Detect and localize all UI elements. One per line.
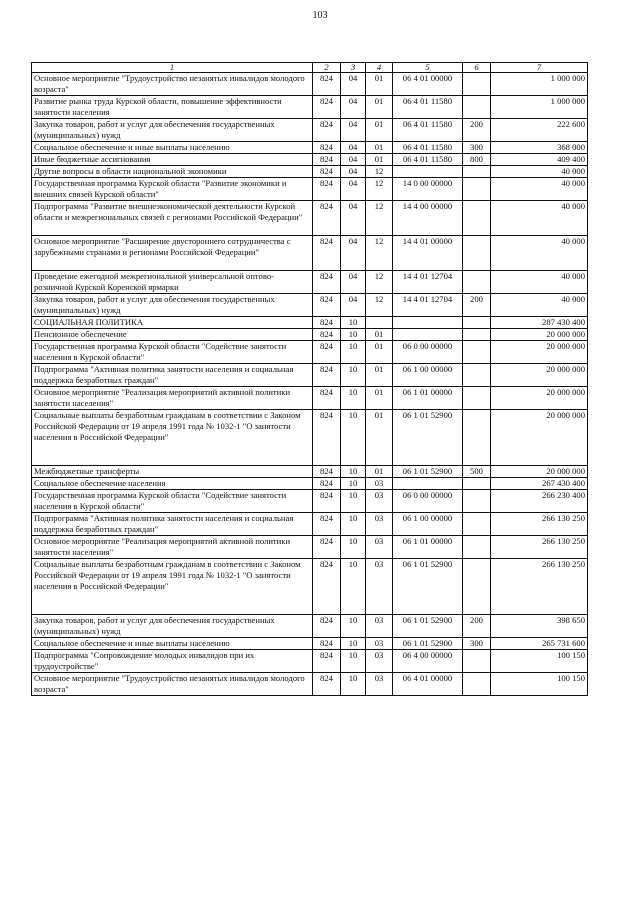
row-amount: 267 430 400 — [491, 478, 588, 490]
row-subsection-code: 01 — [366, 387, 393, 410]
row-expense-type — [463, 536, 491, 559]
row-subsection-code: 03 — [366, 559, 393, 615]
row-name: Пенсионное обеспечение — [32, 329, 313, 341]
table-row — [32, 96, 588, 119]
row-target-article: 06 1 00 00000 — [393, 513, 463, 536]
row-target-article — [393, 329, 463, 341]
table-row — [32, 166, 588, 178]
row-expense-type — [463, 410, 491, 466]
row-expense-type — [463, 271, 491, 294]
row-subsection-code: 03 — [366, 513, 393, 536]
row-section-code: 10 — [341, 650, 366, 673]
row-name: Социальные выплаты безработным гражданам в соответствии с Законом Российской Федерации от 19 апреля 1991 года № 1032-1 "О занятости населения в Российской Федерации" — [32, 559, 313, 615]
row-amount: 40 000 — [491, 201, 588, 236]
page-number: 103 — [312, 10, 328, 21]
row-name: Межбюджетные трансферты — [32, 466, 313, 478]
row-name: Подпрограмма "Сопровождение молодых инвалидов при их трудоустройстве" — [32, 650, 313, 673]
row-expense-type: 200 — [463, 119, 491, 142]
row-amount: 20 000 000 — [491, 387, 588, 410]
row-subsection-code: 03 — [366, 536, 393, 559]
row-name: Социальное обеспечение и иные выплаты населению — [32, 638, 313, 650]
row-ministry-code: 824 — [313, 364, 341, 387]
row-section-code: 10 — [341, 341, 366, 364]
row-ministry-code: 824 — [313, 119, 341, 142]
row-subsection-code: 01 — [366, 341, 393, 364]
row-amount: 222 600 — [491, 119, 588, 142]
row-section-code: 10 — [341, 466, 366, 478]
row-amount: 266 130 250 — [491, 536, 588, 559]
row-amount: 287 430 400 — [491, 317, 588, 329]
row-target-article: 06 4 01 11580 — [393, 119, 463, 142]
row-section-code: 10 — [341, 536, 366, 559]
row-expense-type — [463, 329, 491, 341]
table-row — [32, 490, 588, 513]
table-row — [32, 673, 588, 696]
row-subsection-code: 03 — [366, 615, 393, 638]
row-amount: 20 000 000 — [491, 341, 588, 364]
row-target-article: 06 0 00 00000 — [393, 341, 463, 364]
row-expense-type — [463, 178, 491, 201]
table-row — [32, 154, 588, 166]
row-section-code: 10 — [341, 559, 366, 615]
row-expense-type — [463, 364, 491, 387]
row-ministry-code: 824 — [313, 341, 341, 364]
row-amount: 40 000 — [491, 178, 588, 201]
table-row — [32, 201, 588, 236]
row-target-article: 06 4 01 11580 — [393, 96, 463, 119]
row-expense-type — [463, 478, 491, 490]
row-name: Закупка товаров, работ и услуг для обеспечения государственных (муниципальных) нужд — [32, 615, 313, 638]
row-subsection-code: 03 — [366, 638, 393, 650]
row-target-article: 06 1 01 00000 — [393, 387, 463, 410]
row-expense-type — [463, 317, 491, 329]
row-name: Государственная программа Курской области "Содействие занятости населения в Курской области" — [32, 490, 313, 513]
row-name: Основное мероприятие "Реализация мероприятий активной политики занятости населения" — [32, 536, 313, 559]
row-section-code: 04 — [341, 166, 366, 178]
row-expense-type: 500 — [463, 466, 491, 478]
table-row — [32, 615, 588, 638]
row-ministry-code: 824 — [313, 96, 341, 119]
row-target-article: 06 1 01 52900 — [393, 559, 463, 615]
row-expense-type — [463, 650, 491, 673]
row-name: Основное мероприятие "Трудоустройство незанятых инвалидов молодого возраста" — [32, 73, 313, 96]
row-target-article: 06 4 01 11580 — [393, 154, 463, 166]
table-row — [32, 317, 588, 329]
row-ministry-code: 824 — [313, 536, 341, 559]
row-amount: 409 400 — [491, 154, 588, 166]
table-row — [32, 178, 588, 201]
table-row — [32, 478, 588, 490]
row-ministry-code: 824 — [313, 166, 341, 178]
row-subsection-code: 12 — [366, 178, 393, 201]
table-row — [32, 387, 588, 410]
table-row — [32, 536, 588, 559]
row-section-code: 04 — [341, 96, 366, 119]
row-subsection-code: 12 — [366, 271, 393, 294]
header-cell: 1 — [32, 63, 313, 73]
row-expense-type — [463, 201, 491, 236]
row-name: СОЦИАЛЬНАЯ ПОЛИТИКА — [32, 317, 313, 329]
row-expense-type — [463, 73, 491, 96]
row-subsection-code: 12 — [366, 166, 393, 178]
row-section-code: 10 — [341, 387, 366, 410]
row-subsection-code: 01 — [366, 73, 393, 96]
row-ministry-code: 824 — [313, 615, 341, 638]
row-name: Основное мероприятие "Расширение двустороннего сотрудничества с зарубежными странами и регионами Российской Федерации" — [32, 236, 313, 271]
table-row — [32, 329, 588, 341]
row-target-article: 06 4 01 11580 — [393, 142, 463, 154]
table-body — [32, 73, 588, 696]
row-amount: 40 000 — [491, 166, 588, 178]
table-row — [32, 410, 588, 466]
row-target-article: 06 0 00 00000 — [393, 490, 463, 513]
row-name: Подпрограмма "Активная политика занятости населения и социальная поддержка безработных граждан" — [32, 513, 313, 536]
row-name: Развитие рынка труда Курской области, повышение эффективности занятости населения — [32, 96, 313, 119]
row-amount: 100 150 — [491, 650, 588, 673]
row-expense-type: 800 — [463, 154, 491, 166]
row-target-article: 06 1 00 00000 — [393, 364, 463, 387]
row-section-code: 10 — [341, 329, 366, 341]
row-ministry-code: 824 — [313, 513, 341, 536]
row-section-code: 10 — [341, 410, 366, 466]
row-amount: 20 000 000 — [491, 364, 588, 387]
table-row — [32, 466, 588, 478]
row-target-article: 14 4 01 12704 — [393, 294, 463, 317]
row-section-code: 10 — [341, 638, 366, 650]
table-row — [32, 119, 588, 142]
row-target-article: 06 1 01 52900 — [393, 615, 463, 638]
row-ministry-code: 824 — [313, 478, 341, 490]
row-target-article: 14 0 00 00000 — [393, 178, 463, 201]
row-subsection-code: 01 — [366, 142, 393, 154]
row-expense-type — [463, 341, 491, 364]
row-ministry-code: 824 — [313, 236, 341, 271]
row-amount: 368 000 — [491, 142, 588, 154]
row-ministry-code: 824 — [313, 154, 341, 166]
row-ministry-code: 824 — [313, 73, 341, 96]
row-expense-type: 300 — [463, 638, 491, 650]
row-name: Закупка товаров, работ и услуг для обеспечения государственных (муниципальных) нужд — [32, 119, 313, 142]
row-expense-type — [463, 96, 491, 119]
row-subsection-code: 03 — [366, 673, 393, 696]
row-ministry-code: 824 — [313, 638, 341, 650]
budget-table — [31, 62, 588, 696]
row-expense-type: 200 — [463, 615, 491, 638]
row-name: Иные бюджетные ассигнования — [32, 154, 313, 166]
row-subsection-code — [366, 317, 393, 329]
row-name: Социальные выплаты безработным гражданам в соответствии с Законом Российской Федерации от 19 апреля 1991 года № 1032-1 "О занятости населения в Российской Федерации" — [32, 410, 313, 466]
table-row — [32, 364, 588, 387]
row-amount: 40 000 — [491, 294, 588, 317]
row-target-article: 06 1 01 00000 — [393, 536, 463, 559]
row-amount: 20 000 000 — [491, 466, 588, 478]
row-ministry-code: 824 — [313, 490, 341, 513]
row-amount: 40 000 — [491, 236, 588, 271]
table-row — [32, 638, 588, 650]
table-row — [32, 559, 588, 615]
row-section-code: 04 — [341, 271, 366, 294]
header-cell: 2 — [313, 63, 341, 73]
row-amount: 266 230 400 — [491, 490, 588, 513]
row-amount: 266 130 250 — [491, 513, 588, 536]
row-section-code: 04 — [341, 236, 366, 271]
row-target-article: 14 4 00 00000 — [393, 201, 463, 236]
row-name: Основное мероприятие "Реализация мероприятий активной политики занятости населения" — [32, 387, 313, 410]
row-ministry-code: 824 — [313, 559, 341, 615]
row-subsection-code: 12 — [366, 294, 393, 317]
row-section-code: 04 — [341, 294, 366, 317]
table-row — [32, 236, 588, 271]
row-ministry-code: 824 — [313, 271, 341, 294]
row-section-code: 10 — [341, 364, 366, 387]
row-expense-type — [463, 673, 491, 696]
row-subsection-code: 01 — [366, 96, 393, 119]
table-row — [32, 650, 588, 673]
row-amount: 1 000 000 — [491, 96, 588, 119]
row-ministry-code: 824 — [313, 201, 341, 236]
row-section-code: 10 — [341, 513, 366, 536]
row-expense-type — [463, 166, 491, 178]
row-amount: 266 130 250 — [491, 559, 588, 615]
row-target-article: 06 4 00 00000 — [393, 650, 463, 673]
row-name: Закупка товаров, работ и услуг для обеспечения государственных (муниципальных) нужд — [32, 294, 313, 317]
row-section-code: 04 — [341, 178, 366, 201]
table-row — [32, 142, 588, 154]
header-cell: 7 — [491, 63, 588, 73]
row-subsection-code: 12 — [366, 201, 393, 236]
header-row — [32, 63, 588, 73]
row-section-code: 10 — [341, 478, 366, 490]
row-section-code: 10 — [341, 615, 366, 638]
row-section-code: 10 — [341, 673, 366, 696]
row-amount: 40 000 — [491, 271, 588, 294]
table-row — [32, 271, 588, 294]
row-section-code: 04 — [341, 119, 366, 142]
row-target-article — [393, 478, 463, 490]
row-target-article: 14 4 01 12704 — [393, 271, 463, 294]
row-subsection-code: 01 — [366, 119, 393, 142]
row-target-article — [393, 317, 463, 329]
header-cell: 3 — [341, 63, 366, 73]
row-expense-type: 200 — [463, 294, 491, 317]
header-cell: 6 — [463, 63, 491, 73]
row-section-code: 04 — [341, 142, 366, 154]
row-amount: 265 731 600 — [491, 638, 588, 650]
table-row — [32, 513, 588, 536]
row-subsection-code: 03 — [366, 478, 393, 490]
row-target-article: 06 4 01 00000 — [393, 73, 463, 96]
row-name: Другие вопросы в области национальной экономики — [32, 166, 313, 178]
row-amount: 398 650 — [491, 615, 588, 638]
row-subsection-code: 03 — [366, 650, 393, 673]
row-target-article: 06 1 01 52900 — [393, 638, 463, 650]
row-ministry-code: 824 — [313, 387, 341, 410]
row-expense-type — [463, 387, 491, 410]
row-expense-type — [463, 490, 491, 513]
row-expense-type — [463, 513, 491, 536]
row-expense-type — [463, 236, 491, 271]
row-section-code: 04 — [341, 201, 366, 236]
row-ministry-code: 824 — [313, 142, 341, 154]
row-subsection-code: 01 — [366, 466, 393, 478]
row-target-article: 06 1 01 52900 — [393, 466, 463, 478]
row-section-code: 04 — [341, 73, 366, 96]
row-name: Проведение ежегодной межрегиональной универсальной оптово-розничной Курской Коренской ярмарки — [32, 271, 313, 294]
row-amount: 20 000 000 — [491, 329, 588, 341]
row-expense-type — [463, 559, 491, 615]
row-amount: 1 000 000 — [491, 73, 588, 96]
row-target-article — [393, 166, 463, 178]
row-subsection-code: 01 — [366, 410, 393, 466]
row-name: Государственная программа Курской области "Содействие занятости населения в Курской области" — [32, 341, 313, 364]
row-subsection-code: 12 — [366, 236, 393, 271]
row-ministry-code: 824 — [313, 317, 341, 329]
row-name: Подпрограмма "Развитие внешнеэкономической деятельности Курской области и межрегиональных связей с регионами Российской Федерации" — [32, 201, 313, 236]
row-ministry-code: 824 — [313, 294, 341, 317]
table-row — [32, 294, 588, 317]
row-name: Государственная программа Курской области "Развитие экономики и внешних связей Курской области" — [32, 178, 313, 201]
row-target-article: 14 4 01 00000 — [393, 236, 463, 271]
row-amount: 20 000 000 — [491, 410, 588, 466]
header-cell: 5 — [393, 63, 463, 73]
row-section-code: 04 — [341, 154, 366, 166]
row-subsection-code: 01 — [366, 364, 393, 387]
row-amount: 100 150 — [491, 673, 588, 696]
row-ministry-code: 824 — [313, 466, 341, 478]
row-section-code: 10 — [341, 490, 366, 513]
row-name: Подпрограмма "Активная политика занятости населения и социальная поддержка безработных граждан" — [32, 364, 313, 387]
row-target-article: 06 1 01 52900 — [393, 410, 463, 466]
row-expense-type: 300 — [463, 142, 491, 154]
row-name: Социальное обеспечение и иные выплаты населению — [32, 142, 313, 154]
row-subsection-code: 01 — [366, 329, 393, 341]
row-ministry-code: 824 — [313, 178, 341, 201]
row-ministry-code: 824 — [313, 673, 341, 696]
header-cell: 4 — [366, 63, 393, 73]
row-ministry-code: 824 — [313, 410, 341, 466]
table-row — [32, 73, 588, 96]
row-name: Основное мероприятие "Трудоустройство незанятых инвалидов молодого возраста" — [32, 673, 313, 696]
row-subsection-code: 03 — [366, 490, 393, 513]
row-section-code: 10 — [341, 317, 366, 329]
table-row — [32, 341, 588, 364]
row-name: Социальное обеспечение населения — [32, 478, 313, 490]
row-target-article: 06 4 01 00000 — [393, 673, 463, 696]
row-ministry-code: 824 — [313, 329, 341, 341]
row-subsection-code: 01 — [366, 154, 393, 166]
row-ministry-code: 824 — [313, 650, 341, 673]
